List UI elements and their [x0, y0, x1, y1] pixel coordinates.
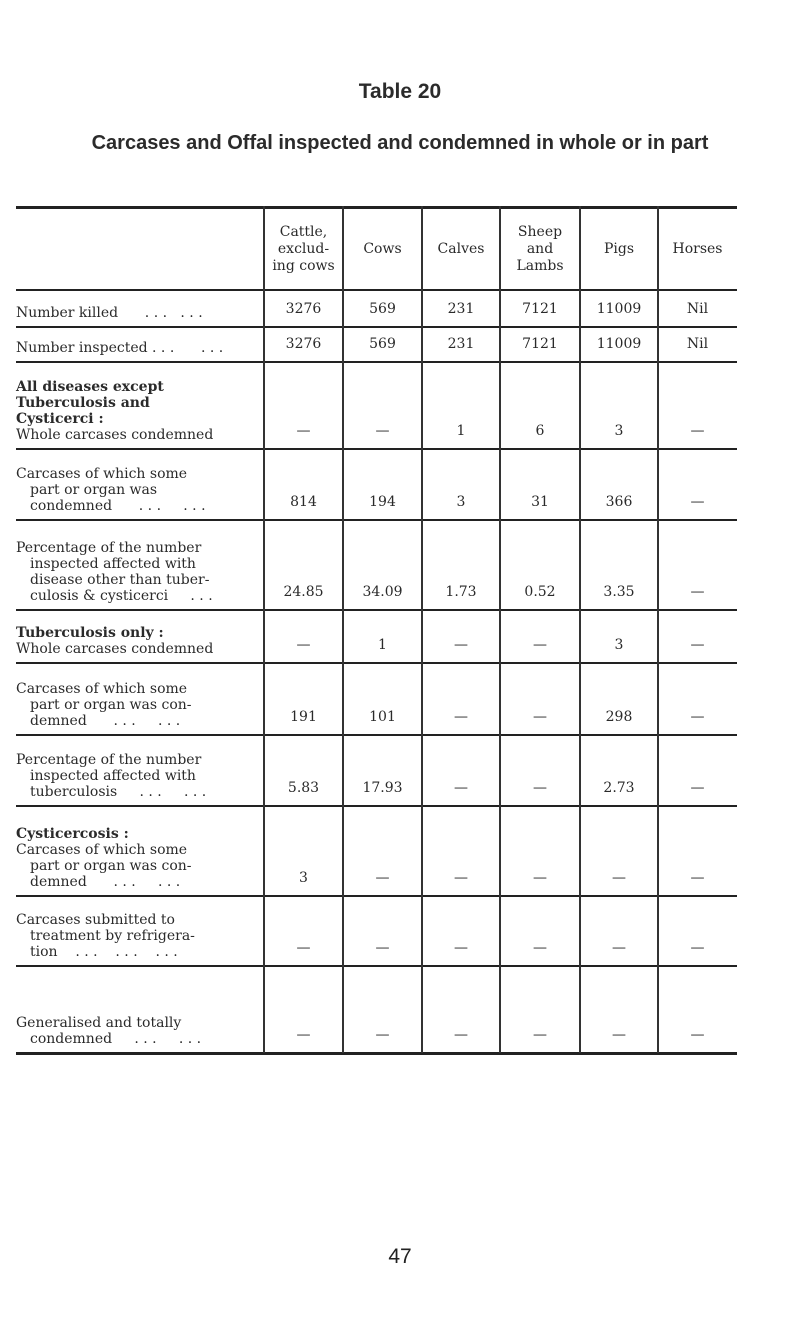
- table-cell: Nil: [686, 301, 709, 317]
- table-cell: —: [533, 1027, 547, 1043]
- table-cell: —: [375, 870, 390, 886]
- column-header: Cows: [363, 240, 402, 257]
- table-cell: 1: [456, 423, 466, 439]
- row-label-continuation: condemned . . . . . .: [30, 1031, 202, 1047]
- table-cell: 34.09: [362, 584, 403, 600]
- row-label-continuation: part or organ was con- demned . . . . . .: [30, 858, 192, 890]
- table-cell: 11009: [596, 336, 642, 352]
- table-cell: 11009: [596, 301, 642, 317]
- column-header: Sheep and Lambs: [516, 223, 564, 274]
- table-cell: 194: [369, 494, 396, 510]
- table-cell: —: [296, 423, 311, 439]
- table-cell: 6: [535, 423, 545, 439]
- table-cell: 569: [369, 301, 396, 317]
- row-label-text: Generalised and totally: [16, 1015, 182, 1031]
- table-cell: —: [690, 940, 705, 956]
- table-cell: —: [612, 940, 626, 956]
- row-label-text: Carcases submitted to: [16, 912, 175, 928]
- table-cell: —: [533, 709, 547, 725]
- table-cell: —: [533, 940, 547, 956]
- table-cell: 7121: [522, 336, 558, 352]
- row-label: [16, 610, 262, 657]
- row-label: [16, 327, 262, 356]
- table-cell: 7121: [522, 301, 558, 317]
- section-heading: Cysticercosis :: [16, 826, 129, 842]
- table-cell: —: [690, 494, 705, 510]
- table-cell: —: [454, 709, 468, 725]
- table-cell: Nil: [686, 336, 709, 352]
- table-cell: 3276: [285, 301, 322, 317]
- row-label: [16, 449, 262, 514]
- table-cell: —: [375, 423, 390, 439]
- row-label: [16, 362, 262, 443]
- row-label: [16, 966, 262, 1047]
- table-cell: —: [296, 637, 311, 653]
- table-title: Table 20: [358, 80, 442, 103]
- table-cell: —: [612, 1027, 626, 1043]
- row-label: [16, 520, 262, 604]
- row-label-continuation: inspected affected with tuberculosis . . . . . .: [30, 768, 207, 800]
- row-label-text: Carcases of which some: [16, 466, 188, 482]
- table-cell: —: [454, 870, 468, 886]
- page-number: 47: [388, 1245, 412, 1268]
- table-cell: 3: [614, 637, 624, 653]
- table-cell: —: [690, 709, 705, 725]
- table-cell: 814: [290, 494, 317, 510]
- table-cell: 298: [605, 709, 633, 725]
- table-cell: —: [375, 1027, 390, 1043]
- row-label: [16, 290, 262, 321]
- table-cell: 3.35: [603, 584, 635, 600]
- column-header: Cattle, exclud- ing cows: [272, 223, 335, 274]
- row-label-text: Number killed . . . . . .: [16, 305, 203, 321]
- table-cell: 231: [447, 301, 475, 317]
- table-cell: —: [690, 870, 705, 886]
- table-cell: —: [690, 637, 705, 653]
- row-label: [16, 806, 262, 890]
- table-cell: —: [454, 1027, 468, 1043]
- table-cell: 191: [290, 709, 317, 725]
- table-cell: —: [296, 1027, 311, 1043]
- table-cell: —: [533, 870, 547, 886]
- table-cell: —: [690, 780, 705, 796]
- row-label-text: Number inspected . . . . . .: [16, 340, 224, 356]
- column-header: Pigs: [603, 240, 635, 257]
- table-subtitle: Carcases and Offal inspected and condemned in whole or in part: [91, 132, 709, 154]
- row-label: [16, 735, 262, 800]
- table-cell: —: [454, 940, 468, 956]
- table-cell: —: [454, 780, 468, 796]
- table-cell: 17.93: [362, 780, 403, 796]
- table-cell: 24.85: [283, 584, 324, 600]
- table-cell: 569: [369, 336, 396, 352]
- row-label: [16, 896, 262, 960]
- table-cell: 5.83: [287, 780, 320, 796]
- row-label-text: Whole carcases condemned: [16, 641, 214, 657]
- table-cell: 3276: [285, 336, 322, 352]
- table-cell: 31: [531, 494, 549, 510]
- table-cell: 366: [605, 494, 633, 510]
- column-header: Horses: [672, 240, 723, 257]
- table-cell: —: [690, 423, 705, 439]
- table-cell: 101: [369, 709, 396, 725]
- table-cell: —: [296, 940, 311, 956]
- table-cell: —: [690, 1027, 705, 1043]
- section-heading: Tuberculosis only :: [16, 625, 164, 641]
- table-cell: 3: [299, 870, 308, 886]
- row-label-continuation: inspected affected with disease other than tuber- culosis & cysticerci . . .: [30, 556, 213, 604]
- table-cell: —: [533, 780, 547, 796]
- row-label-text: Carcases of which some: [16, 681, 188, 697]
- table-cell: —: [533, 637, 547, 653]
- row-label-continuation: part or organ was condemned . . . . . .: [30, 482, 206, 514]
- table-cell: 3: [456, 494, 466, 510]
- table-cell: —: [612, 870, 626, 886]
- table-cell: 1.73: [445, 584, 477, 600]
- table-cell: —: [375, 940, 390, 956]
- section-heading: All diseases except Tuberculosis and Cysticerci :: [16, 379, 164, 427]
- table-cell: 3: [614, 423, 624, 439]
- column-header: Calves: [437, 240, 485, 257]
- table-cell: 2.73: [603, 780, 635, 796]
- row-label-continuation: part or organ was con- demned . . . . . .: [30, 697, 192, 729]
- row-label-text: Percentage of the number: [16, 752, 202, 768]
- table-cell: 231: [447, 336, 475, 352]
- table-cell: —: [454, 637, 468, 653]
- row-label: [16, 663, 262, 729]
- table-cell: —: [690, 584, 705, 600]
- row-label-continuation: treatment by refrigera- tion . . . . . . . . .: [30, 928, 195, 960]
- table-cell: 1: [378, 637, 387, 653]
- row-label-text: Carcases of which some: [16, 842, 188, 858]
- row-label-text: Percentage of the number: [16, 540, 202, 556]
- table-cell: 0.52: [524, 584, 556, 600]
- row-label-text: Whole carcases condemned: [16, 427, 214, 443]
